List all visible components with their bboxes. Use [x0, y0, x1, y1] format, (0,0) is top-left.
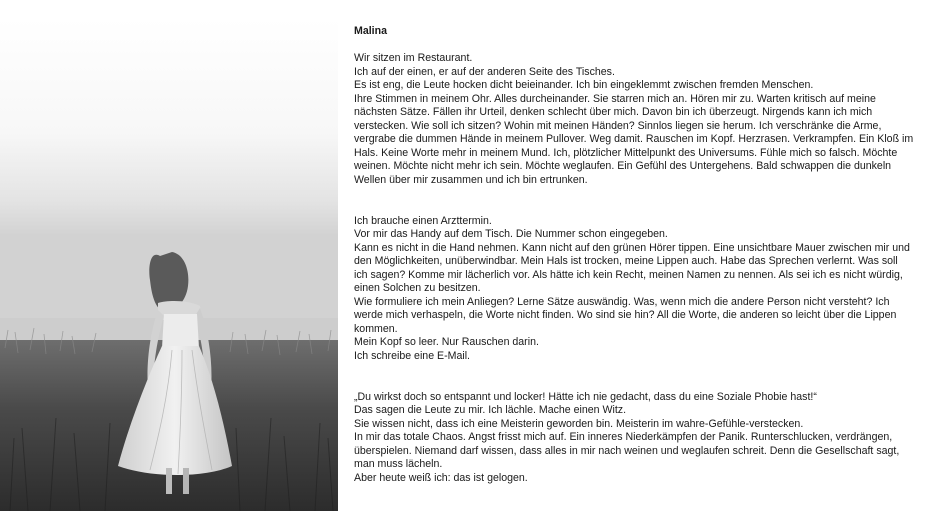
text-line: Aber heute weiß ich: das ist gelogen. — [354, 471, 528, 484]
paragraph-restaurant — [354, 52, 917, 187]
photo-woman-in-field — [0, 18, 338, 511]
text-line: Ich auf der einen, er auf der anderen Seite des Tisches. — [354, 65, 615, 78]
text-line: Ihre Stimmen in meinem Ohr. Alles durcheinander. Sie starren mich an. Hören mir zu. Warten kritisch auf meine nächsten Sätze. Fällen ihr Urteil, denken schlecht über mich. Davon bin ich überzeugt. Nirgends kann ich mich verstecken. Wie soll ich sitzen? Wohin mit meinen Händen? Sinnlos liegen sie herum. Ich verschränke die Arme, vergrabe die dummen Hände in meinem Pullover. Weg damit. Rauschen im Kopf. Herzrasen. Verkrampfen. Ein Kloß im Hals. Keine Worte mehr in meinem Mund. Ich, plötzlicher Mittelpunkt des Universums. Fühle mich so falsch. Möchte weinen. Möchte nicht mehr ich sein. Möchte weglaufen. Ein Gefühl des Untergehens. Bald schwappen die dunkeln Wellen über mir zusammen und ich bin ertrunken. — [354, 92, 917, 186]
text-line: Vor mir das Handy auf dem Tisch. Die Nummer schon eingegeben. — [354, 228, 668, 241]
paragraph-gap — [354, 188, 914, 215]
paragraph-gap — [354, 364, 914, 391]
paragraph-arzttermin — [354, 215, 914, 364]
text-line: Ich schreibe eine E-Mail. — [354, 349, 470, 362]
text-line: Mein Kopf so leer. Nur Rauschen darin. — [354, 336, 539, 349]
paragraph-soziale-phobie — [354, 391, 914, 486]
text-line: Es ist eng, die Leute hocken dicht beieinander. Ich bin eingeklemmt zwischen fremden Menschen. — [354, 79, 814, 92]
text-line: Wie formuliere ich mein Anliegen? Lerne Sätze auswändig. Was, wenn mich die andere Person nicht versteht? Ich werde mich verhaspeln, die Worte nicht finden. Wo sind sie hin? All die Worte, die anderen so leicht über die Lippen kommen. — [354, 295, 900, 335]
text-line: Das sagen die Leute zu mir. Ich lächle. Mache einen Witz. — [354, 404, 627, 417]
text-line: In mir das totale Chaos. Angst frisst mich auf. Ein inneres Niederkämpfen der Panik. Runterschlucken, verdrängen, überspielen. Niemand darf wissen, dass alles in mir nach weinen und weglaufen schreit. Denn die Gesellschaft sagt, man muss lächeln. — [354, 431, 903, 471]
text-line: Wir sitzen im Restaurant. — [354, 52, 473, 65]
text-line: Ich brauche einen Arzttermin. — [354, 214, 492, 227]
poem-title: Malina — [354, 25, 387, 37]
text-line: Kann es nicht in die Hand nehmen. Kann nicht auf den grünen Hörer tippen. Eine unsichtbare Mauer zwischen mir und den Möglichkeiten, unüberwindbar. Mein Hals ist trocken, meine Lippen auch. Habe das Sprechen verlernt. Was soll ich sagen? Komme mir lächerlich vor. Als hätte ich kein Recht, meinen Namen zu nennen. Als sei ich es nicht würdig, einen Solchen zu besitzen. — [354, 241, 913, 295]
text-line: Sie wissen nicht, dass ich eine Meisterin geworden bin. Meisterin im wahre-Gefühle-verstecken. — [354, 417, 804, 430]
text-line: „Du wirkst doch so entspannt und locker! Hätte ich nie gedacht, dass du eine Soziale Phobie hast!“ — [354, 390, 817, 403]
text-column — [354, 25, 917, 485]
